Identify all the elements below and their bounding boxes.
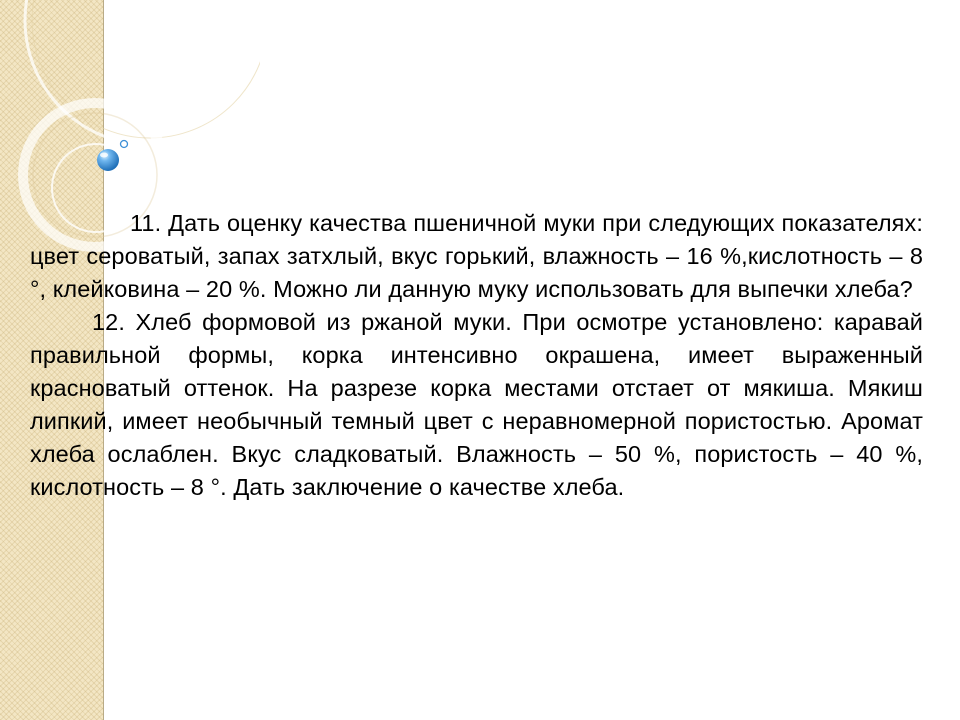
task-12-paragraph: 12. Хлеб формовой из ржаной муки. При осмотре установлено: каравай правильной формы, корка интенсивно окрашена, имеет выраженный красноватый оттенок. На разрезе корка местами отстает от мякиша. Мякиш липкий, имеет необычный темный цвет с неравномерной пористостью. Аромат хлеба ослаблен. Вкус сладковатый. Влажность – 50 %, пористость – 40 %, кислотность – 8 °. Дать заключение о качестве хлеба.	[30, 309, 923, 500]
task-11-paragraph: 11. Дать оценку качества пшеничной муки при следующих показателях: цвет сероватый, запах затхлый, вкус горький, влажность – 16 %,кислотность – 8 °, клейковина – 20 %. Можно ли данную муку использовать для выпечки хлеба?	[30, 210, 923, 302]
slide-text-body	[30, 207, 923, 504]
bubble-icon	[97, 149, 119, 171]
